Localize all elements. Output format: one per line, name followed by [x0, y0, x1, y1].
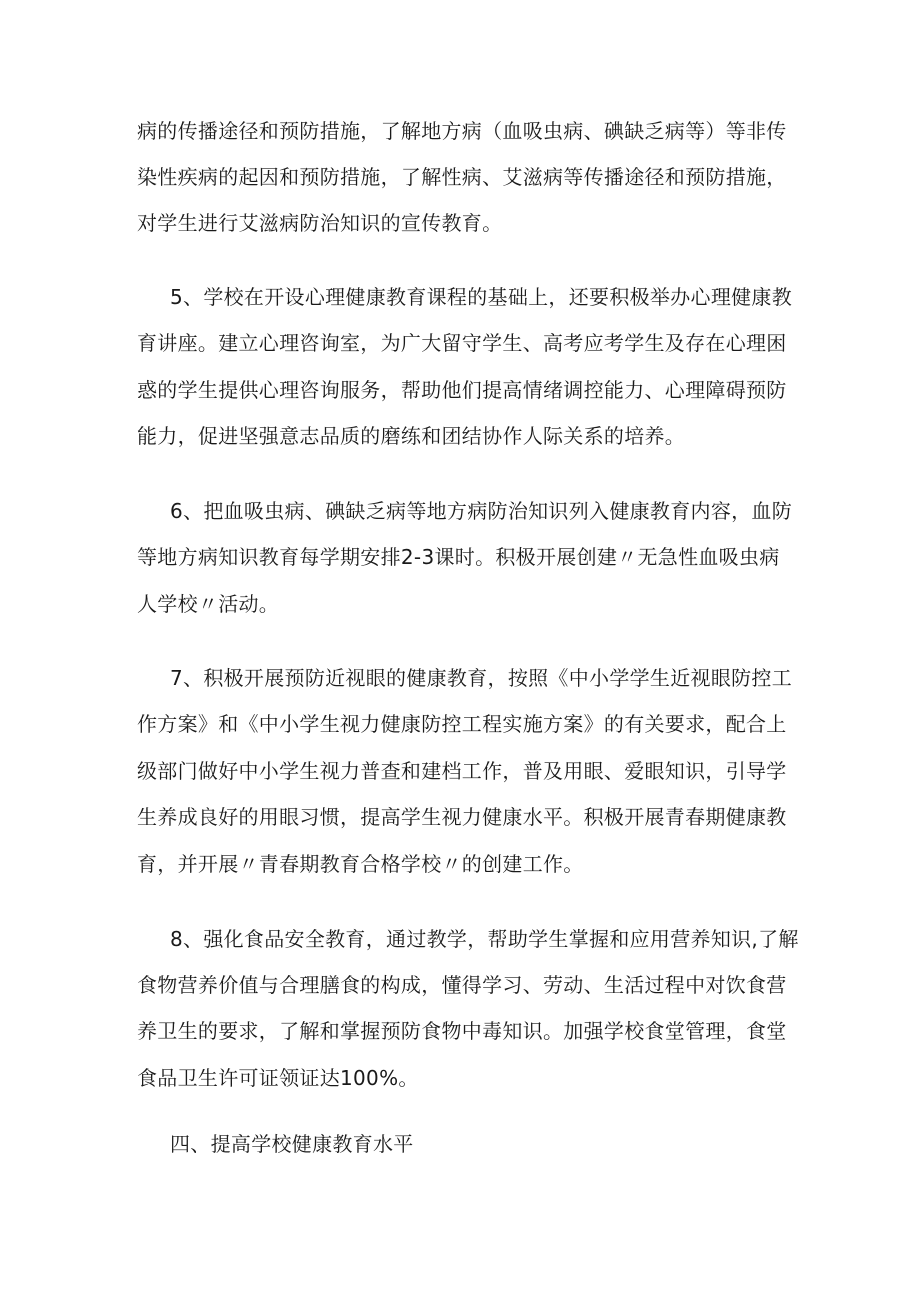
text-line: 作方案》和《中小学生视力健康防控工程实施方案》的有关要求，配合上	[137, 712, 787, 736]
text-line: 6、把血吸虫病、碘缺乏病等地方病防治知识列入健康教育内容，血防	[170, 499, 793, 523]
text-line: 食品卫生许可证领证达100%。	[137, 1066, 419, 1090]
text-line: 病的传播途径和预防措施，了解地方病（血吸虫病、碘缺乏病等）等非传	[137, 119, 787, 143]
text-line: 等地方病知识教育每学期安排2-3课时。积极开展创建〃无急性血吸虫病	[137, 545, 780, 569]
text-line: 生养成良好的用眼习惯，提高学生视力健康水平。积极开展青春期健康教	[137, 805, 787, 829]
text-line: 染性疾病的起因和预防措施，了解性病、艾滋病等传播途径和预防措施，	[137, 165, 787, 189]
text-line: 惑的学生提供心理咨询服务，帮助他们提高情绪调控能力、心理障碍预防	[137, 378, 787, 402]
text-line: 5、学校在开设心理健康教育课程的基础上，还要积极举办心理健康教	[170, 285, 793, 309]
text-line: 养卫生的要求，了解和掌握预防食物中毒知识。加强学校食堂管理，食堂	[137, 1019, 787, 1043]
text-line: 8、强化食品安全教育，通过教学，帮助学生掌握和应用营养知识,了解	[170, 927, 799, 951]
text-line: 人学校〃活动。	[137, 592, 280, 616]
text-line: 食物营养价值与合理膳食的构成，懂得学习、劳动、生活过程中对饮食营	[137, 973, 787, 997]
text-line: 育讲座。建立心理咨询室，为广大留守学生、高考应考学生及存在心理困	[137, 331, 787, 355]
text-line: 对学生进行艾滋病防治知识的宣传教育。	[137, 211, 503, 235]
text-line: 7、积极开展预防近视眼的健康教育，按照《中小学学生近视眼防控工	[170, 666, 793, 690]
section-heading: 四、提高学校健康教育水平	[170, 1132, 414, 1156]
text-line: 能力，促进坚强意志品质的磨练和团结协作人际关系的培养。	[137, 424, 686, 448]
text-line: 级部门做好中小学生视力普查和建档工作，普及用眼、爱眼知识，引导学	[137, 759, 787, 783]
text-line: 育，并开展〃青春期教育合格学校〃的创建工作。	[137, 852, 584, 876]
